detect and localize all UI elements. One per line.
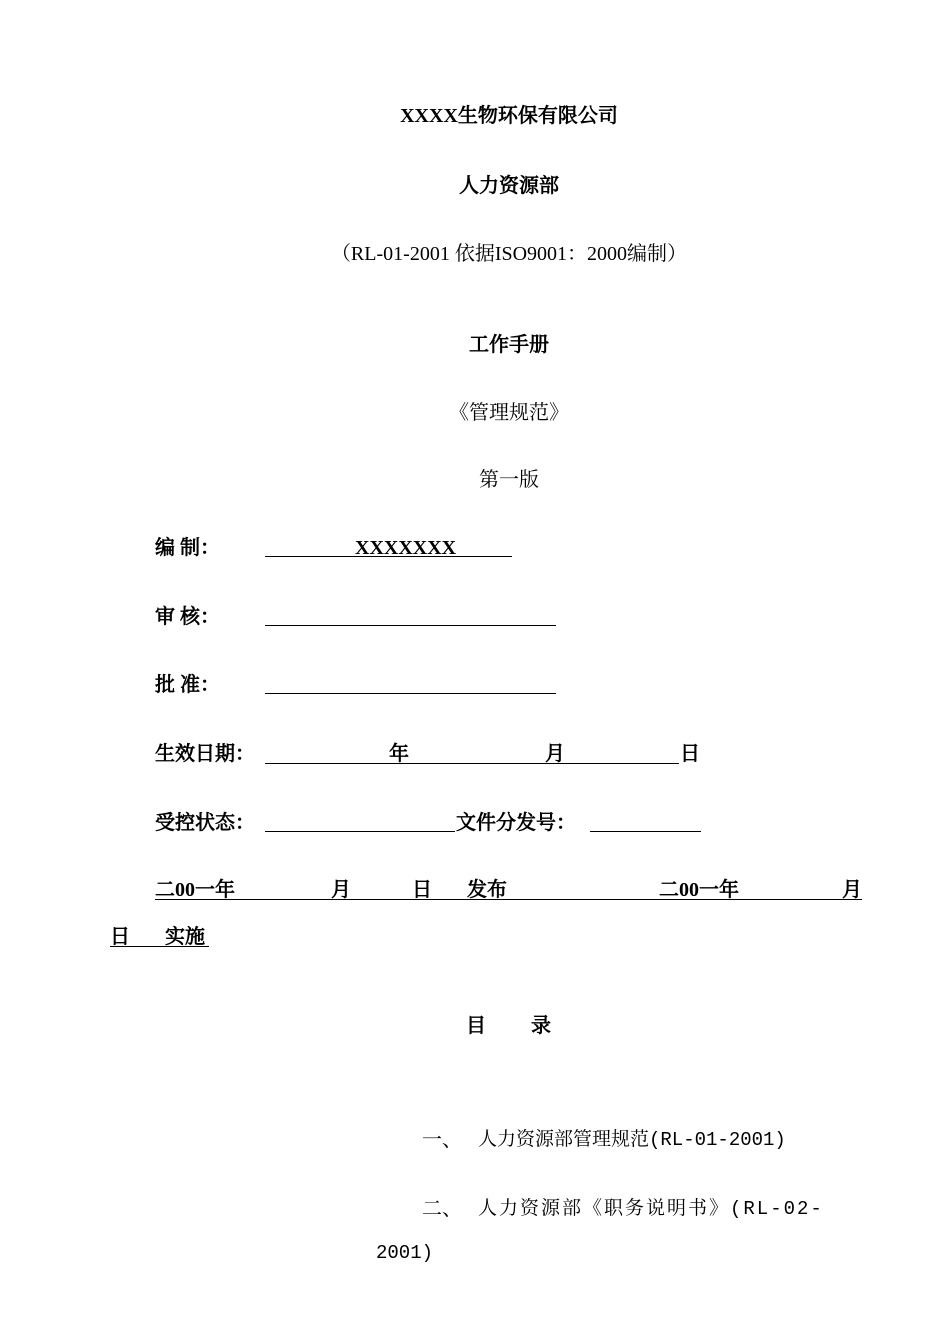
effective-year-char: 年 bbox=[389, 743, 409, 765]
effective-day-char: 日 bbox=[680, 743, 700, 765]
compile-value: XXXXXXX bbox=[355, 537, 457, 559]
release-publish: 发布 bbox=[467, 879, 507, 901]
toc-title-part2: 录 bbox=[531, 1015, 551, 1037]
implement-day: 日 bbox=[110, 926, 130, 948]
effective-month-char: 月 bbox=[545, 743, 565, 765]
release-day: 日 bbox=[412, 879, 432, 901]
toc-title-part1: 目 bbox=[466, 1015, 486, 1037]
toc-item-2-link[interactable]: 人力资源部《职务说明书》(RL-02- bbox=[478, 1198, 824, 1220]
approve-underline bbox=[265, 693, 556, 694]
review-underline bbox=[265, 625, 556, 626]
toc-item-2-continuation[interactable]: 2001) bbox=[376, 1242, 434, 1264]
implement-year: 二00一年 bbox=[659, 879, 739, 901]
manual-subtitle: 《管理规范》 bbox=[449, 402, 569, 424]
effective-date-label: 生效日期： bbox=[155, 743, 255, 765]
department-name: 人力资源部 bbox=[459, 175, 559, 197]
toc-item-1-link[interactable]: 人力资源部管理规范(RL-01-2001) bbox=[478, 1129, 786, 1151]
distribution-number-underline bbox=[590, 831, 701, 832]
review-label: 审 核： bbox=[155, 606, 220, 628]
control-status-underline bbox=[265, 831, 455, 832]
document-basis: （RL-01-2001 依据ISO9001：2000编制） bbox=[330, 243, 688, 265]
manual-title: 工作手册 bbox=[469, 334, 549, 356]
implement-label: 实施 bbox=[165, 926, 205, 948]
implement-month: 月 bbox=[842, 879, 862, 901]
approve-label: 批 准： bbox=[155, 674, 220, 696]
distribution-number-label: 文件分发号： bbox=[456, 812, 576, 834]
toc-item-1-number: 一、 bbox=[422, 1129, 462, 1151]
control-status-label: 受控状态： bbox=[155, 812, 255, 834]
release-underline bbox=[155, 899, 862, 900]
effective-date-underline bbox=[265, 763, 679, 764]
release-month: 月 bbox=[331, 879, 351, 901]
company-name: XXXX生物环保有限公司 bbox=[400, 105, 618, 127]
toc-item-2-number: 二、 bbox=[422, 1198, 462, 1220]
release-year: 二00一年 bbox=[155, 879, 235, 901]
edition-label: 第一版 bbox=[479, 469, 539, 491]
compile-label: 编 制： bbox=[155, 537, 220, 559]
